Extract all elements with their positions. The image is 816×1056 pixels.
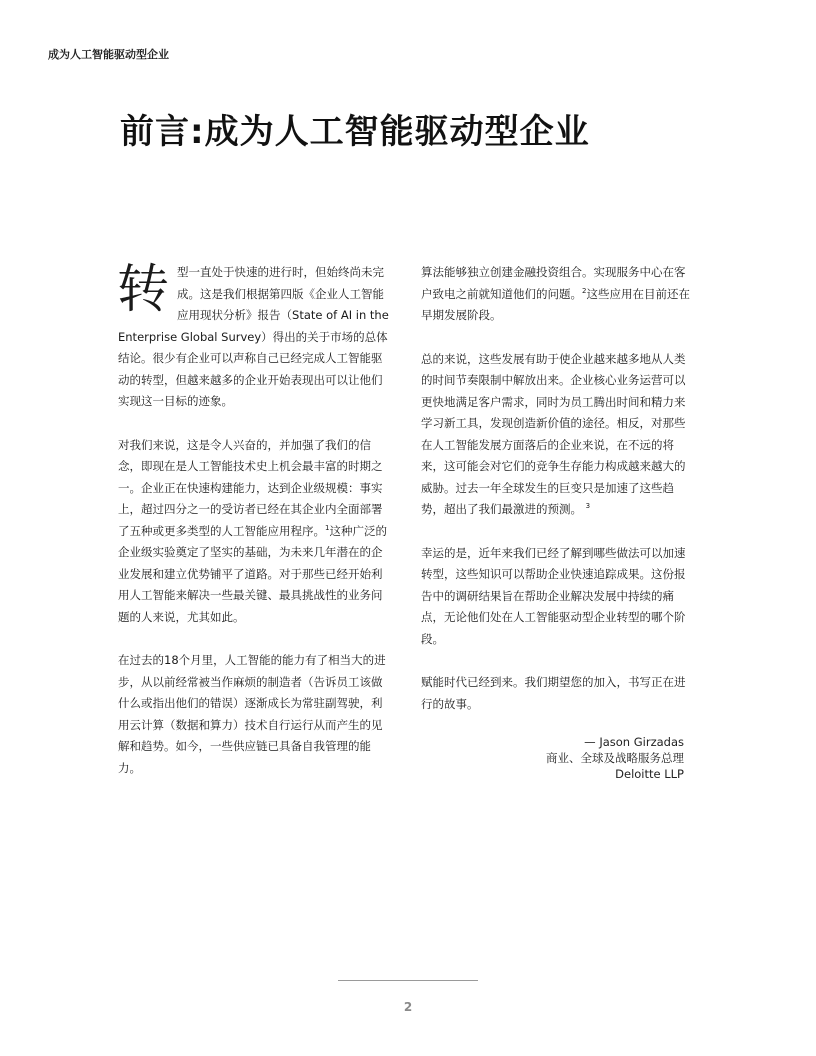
left-column [118,262,390,801]
left-paragraph-2 [118,435,390,629]
signature-role: 商业、全球及战略服务总理 [546,751,684,765]
footnote-ref-1[interactable]: 1 [325,523,330,532]
signature-company: Deloitte LLP [615,767,684,781]
left-paragraph-2-text-b: 这种广泛的企业级实验奠定了坚实的基础，为未来几年潜在的企业发展和建立优势铺平了道路。对于那些已经开始利用人工智能来解决一些最关键、最具挑战性的业务问题的人来说，尤其如此。 [118,523,387,624]
right-column [421,262,693,737]
page-title: 前言:成为人工智能驱动型企业 [120,112,590,152]
signature-name: — Jason Girzadas [584,735,684,749]
right-paragraph-1-text-a: 算法能够独立创建金融投资组合。实现服务中心在客户致电之前就知道他们的问题。 [421,265,686,301]
left-paragraph-1 [118,262,390,413]
running-header: 成为人工智能驱动型企业 [48,48,169,61]
right-paragraph-3: 幸运的是，近年来我们已经了解到哪些做法可以加速转型，这些知识可以帮助企业快速追踪成果。这份报告中的调研结果旨在帮助企业解决发展中持续的痛点，无论他们处在人工智能驱动型企业转型的哪个阶段。 [421,545,686,646]
dropcap: 转 [117,260,170,320]
page-number: 2 [403,1000,413,1014]
left-paragraph-3: 在过去的18个月里，人工智能的能力有了相当大的进步，从以前经常被当作麻烦的制造者（告诉员工该做什么或指出他们的错误）逐渐成长为常驻副驾驶，利用云计算（数据和算力）技术自行运行从而产生的见解和趋势。如今，一些供应链已具备自我管理的能力。 [118,653,386,775]
footnote-ref-2[interactable]: 2 [582,286,587,295]
right-paragraph-2-text: 总的来说，这些发展有助于使企业越来越多地从人类的时间节奏限制中解放出来。企业核心业务运营可以更快地满足客户需求，同时为员工腾出时间和精力来学习新工具，发现创造新价值的途径。相反，对那些在人工智能发展方面落后的企业来说，在不远的将来，这可能会对它们的竞争生存能力构成越来越大的威胁。过去一年全球发生的巨变只是加速了这些趋势，超出了我们最激进的预测。 [421,351,686,516]
right-paragraph-1-text-b: 这些应用在目前还在早期发展阶段。 [421,286,690,322]
left-paragraph-2-text-a: 对我们来说，这是令人兴奋的，并加强了我们的信念，即现在是人工智能技术史上机会最丰富的时期之一。企业正在快速构建能力，达到企业级规模：事实上，超过四分之一的受访者已经在其企业内全面部署了五种或更多类型的人工智能应用程序。 [118,437,383,538]
right-paragraph-1 [421,262,693,327]
right-paragraph-4: 赋能时代已经到来。我们期望您的加入，书写正在进行的故事。 [421,675,686,711]
footnote-ref-3[interactable]: 3 [585,502,591,510]
right-paragraph-2 [421,349,693,521]
footer-divider [338,980,478,981]
signature-block [440,734,684,782]
left-paragraph-1-text: 型一直处于快速的进行时，但始终尚未完成。这是我们根据第四版《企业人工智能应用现状分析》报告（State of AI in the Enterprise Global Survey）得出的关于市场的总体结论。很少有企业可以声称自己已经完成人工智能驱动的转型，但越来越多的企业开始表现出可以让他们实现这一目标的迹象。 [118,265,389,408]
